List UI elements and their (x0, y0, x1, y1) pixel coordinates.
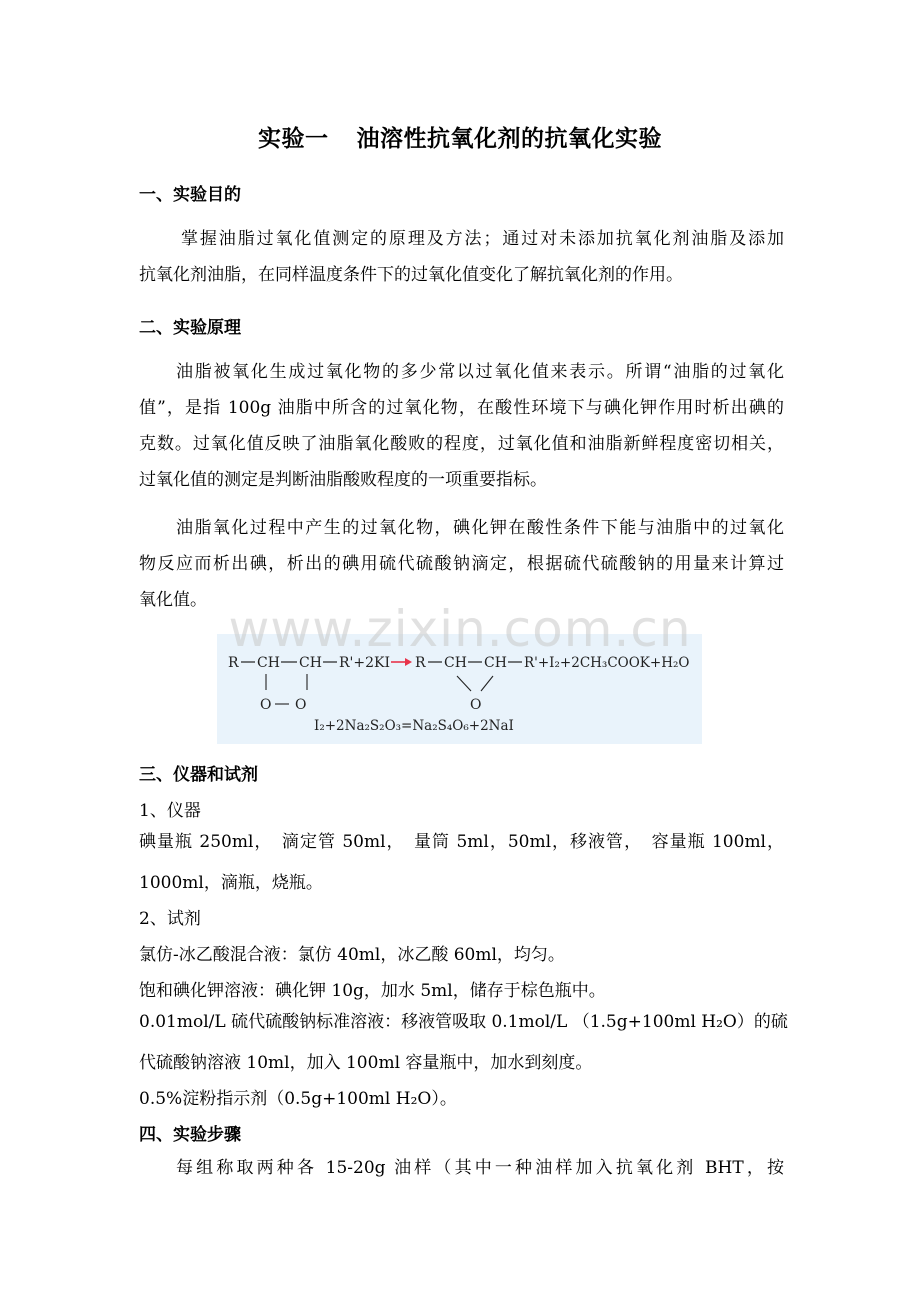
eq-ch-3: CH (444, 655, 467, 671)
paragraph-line: 克数。过氧化值反映了油脂氧化酸败的程度，过氧化值和油脂新鲜程度密切相关， (139, 434, 784, 454)
paragraph-line: 抗氧化剂油脂，在同样温度条件下的过氧化值变化了解抗氧化剂的作用。 (139, 265, 683, 285)
eq-titration: I₂+2Na₂S₂O₃=Na₂S₄O₆+2NaI (314, 718, 514, 734)
subheading-reagents: 2、试剂 (139, 909, 201, 929)
eq-ch-2: CH (299, 655, 322, 671)
instrument-line: 碘量瓶 250ml， 滴定管 50ml， 量筒 5ml，50ml，移液管， 容量瓶 100ml， (139, 832, 784, 852)
reagent-line: 代硫酸钠溶液 10ml，加入 100ml 容量瓶中，加水到刻度。 (139, 1053, 593, 1073)
eq-oxygen-2: O (295, 697, 307, 713)
title-part-1: 实验一 (258, 126, 329, 152)
page-title (0, 120, 920, 153)
eq-products: R'+I₂+2CH₃COOK+H₂O (524, 655, 690, 671)
paragraph-line: 油脂被氧化生成过氧化物的多少常以过氧化值来表示。所谓“油脂的过氧化 (176, 362, 784, 382)
watermark: www.zixin.com.cn (228, 600, 692, 658)
subheading-instruments: 1、仪器 (139, 801, 201, 821)
reagent-line: 0.5%淀粉指示剂（0.5g+100ml H₂O）。 (139, 1089, 457, 1109)
section-heading-procedure: 四、实验步骤 (139, 1125, 241, 1145)
section-heading-principle: 二、实验原理 (139, 318, 241, 338)
paragraph-line: 氧化值。 (139, 590, 207, 610)
paragraph-line: 物反应而析出碘，析出的碘用硫代硫酸钠滴定，根据硫代硫酸钠的用量来计算过 (139, 554, 784, 574)
eq-ch-4: CH (484, 655, 507, 671)
reagent-line: 氯仿-冰乙酸混合液：氯仿 40ml，冰乙酸 60ml，均匀。 (139, 945, 565, 965)
reagent-line: 饱和碘化钾溶液：碘化钾 10g，加水 5ml，储存于棕色瓶中。 (139, 981, 606, 1001)
reagent-line: 0.01mol/L 硫代硫酸钠标准溶液：移液管吸取 0.1mol/L （1.5g+100ml H₂O）的硫 (139, 1012, 788, 1032)
eq-r-right: R (415, 655, 426, 671)
paragraph-line: 掌握油脂过氧化值测定的原理及方法；通过对未添加抗氧化剂油脂及添加 (181, 229, 784, 249)
paragraph-line: 过氧化值的测定是判断油脂酸败程度的一项重要指标。 (139, 470, 547, 490)
eq-oxygen-1: O (260, 697, 272, 713)
eq-oxygen-3: O (470, 697, 482, 713)
reaction-equation-figure (217, 634, 702, 744)
reaction-arrow-icon (405, 658, 412, 666)
eq-r-left: R (228, 655, 239, 671)
eq-ch-1: CH (257, 655, 280, 671)
section-heading-equipment: 三、仪器和试剂 (139, 765, 258, 785)
paragraph-line: 油脂氧化过程中产生的过氧化物，碘化钾在酸性条件下能与油脂中的过氧化 (176, 518, 784, 538)
instrument-line: 1000ml，滴瓶，烧瓶。 (139, 873, 323, 893)
eq-reagents: R'+2KI (339, 655, 391, 671)
section-heading-purpose: 一、实验目的 (139, 185, 241, 205)
paragraph-line: 值”，是指 100g 油脂中所含的过氧化物，在酸性环境下与碘化钾作用时析出碘的 (139, 398, 784, 418)
title-part-2: 油溶性抗氧化剂的抗氧化实验 (356, 126, 662, 152)
paragraph-line: 每组称取两种各 15-20g 油样（其中一种油样加入抗氧化剂 BHT，按 (176, 1158, 784, 1178)
